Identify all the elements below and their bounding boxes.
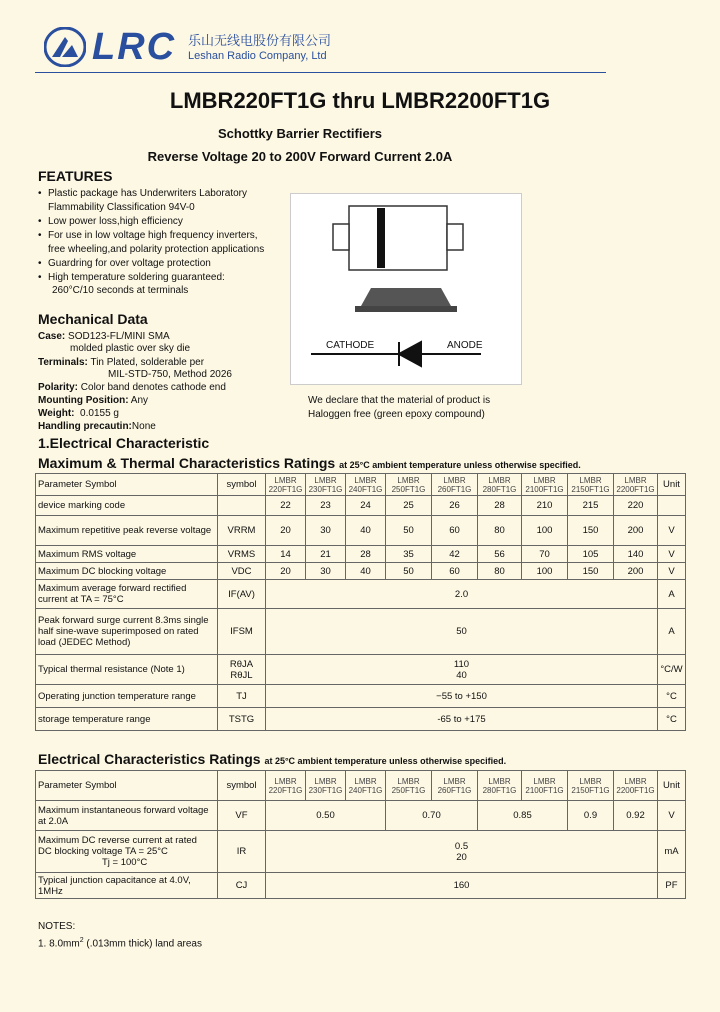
- part-prefix: LMBR: [488, 475, 511, 485]
- value-cell: 160: [266, 873, 658, 899]
- value-cell: 150: [568, 563, 614, 580]
- part-header: [432, 474, 478, 496]
- feature-item: Low power loss,high efficiency: [48, 216, 183, 227]
- page-title: LMBR220FT1G thru LMBR2200FT1G: [169, 88, 551, 113]
- value-cell: 0.9: [568, 801, 614, 831]
- max-ratings-table: [35, 473, 686, 731]
- subtitle: Schottky Barrier Rectifiers: [217, 126, 382, 141]
- part-prefix: LMBR: [314, 776, 337, 786]
- part-prefix: LMBR: [533, 475, 556, 485]
- value-cell: 150: [568, 516, 614, 546]
- table-row: [36, 708, 686, 731]
- value-cell: 26: [432, 496, 478, 516]
- part-prefix: LMBR: [397, 776, 420, 786]
- table-row: [36, 873, 686, 899]
- value-line: 40: [456, 669, 467, 681]
- part-suffix: 2100FT1G: [525, 785, 564, 795]
- symbol-cell: VDC: [218, 563, 266, 580]
- symbol-cell: [218, 496, 266, 516]
- symbol-cell: CJ: [218, 873, 266, 899]
- value-cell: 140: [614, 546, 658, 563]
- package-svg: [291, 194, 521, 384]
- part-prefix: LMBR: [443, 776, 466, 786]
- value-cell: 40: [346, 563, 386, 580]
- electrical-ratings-heading: [38, 751, 506, 767]
- value-cell: 0.50: [266, 801, 386, 831]
- value-cell: 21: [306, 546, 346, 563]
- symbol-cell: TJ: [218, 685, 266, 708]
- table-row: [36, 516, 686, 546]
- mech-handling: [38, 420, 156, 434]
- value-cell: 80: [478, 516, 522, 546]
- symbol-line: RθJA: [229, 658, 254, 670]
- part-suffix: 2200FT1G: [616, 785, 655, 795]
- value-cell: 210: [522, 496, 568, 516]
- part-header: [346, 474, 386, 496]
- part-prefix: LMBR: [397, 475, 420, 485]
- value-cell: 215: [568, 496, 614, 516]
- value-cell: 20: [266, 516, 306, 546]
- value-cell: 50: [386, 563, 432, 580]
- unit-cell: V: [658, 546, 686, 563]
- heading-note: at 25°C ambient temperature unless otherwise specified.: [339, 460, 581, 470]
- part-header: [266, 474, 306, 496]
- part-header: [266, 771, 306, 801]
- value: Tin Plated, solderable per: [90, 357, 205, 368]
- part-suffix: 280FT1G: [482, 785, 517, 795]
- max-ratings-heading: [38, 455, 581, 471]
- notes-heading: NOTES:: [38, 921, 76, 932]
- label: Mounting Position:: [38, 395, 129, 406]
- bullet: •: [38, 258, 42, 269]
- value-cell: 200: [614, 516, 658, 546]
- table-header-row: [36, 771, 686, 801]
- param-cell: Maximum instantaneous forward voltage at 2.0A: [36, 801, 218, 831]
- label: Handling precautin:: [38, 421, 132, 432]
- value-cell: 0.85: [478, 801, 568, 831]
- note-text: (.013mm thick) land areas: [83, 938, 202, 950]
- anode-label: ANODE: [447, 340, 483, 351]
- param-cell: Typical thermal resistance (Note 1): [36, 655, 218, 685]
- table-row: [36, 831, 686, 873]
- value-cell: 2.0: [266, 580, 658, 609]
- unit-cell: °C: [658, 685, 686, 708]
- bullet: •: [38, 230, 42, 241]
- value-cell: 30: [306, 563, 346, 580]
- table-row: [36, 563, 686, 580]
- table-row: [36, 496, 686, 516]
- value-cell: 42: [432, 546, 478, 563]
- part-header: [346, 771, 386, 801]
- part-suffix: 220FT1G: [268, 785, 303, 795]
- part-suffix: 240FT1G: [348, 785, 383, 795]
- table-row: [36, 685, 686, 708]
- feature-item: For use in low voltage high frequency inverters,: [48, 230, 258, 241]
- logo-text: LRC: [92, 26, 177, 68]
- note-text: 1. 8.0mm: [38, 938, 80, 950]
- param-line: Tj = 100°C: [102, 857, 148, 868]
- part-suffix: 240FT1G: [348, 484, 383, 494]
- unit-cell: mA: [658, 831, 686, 873]
- section-electrical: 1.Electrical Characteristic: [38, 435, 210, 451]
- label: Case:: [38, 331, 66, 342]
- value: Any: [130, 395, 149, 406]
- declaration-line-2: Haloggen free (green epoxy compound): [308, 409, 485, 420]
- part-header: [306, 771, 346, 801]
- value-cell: 100: [522, 563, 568, 580]
- value-cell: 30: [306, 516, 346, 546]
- feature-item: High temperature soldering guaranteed:: [48, 272, 225, 283]
- part-suffix: 2150FT1G: [571, 484, 610, 494]
- table-row: [36, 609, 686, 655]
- value-cell: 70: [522, 546, 568, 563]
- value-cell: 0.70: [386, 801, 478, 831]
- part-header: [568, 474, 614, 496]
- value-cell: 25: [386, 496, 432, 516]
- part-suffix: 260FT1G: [437, 785, 472, 795]
- col-unit: Unit: [658, 771, 686, 801]
- value: Color band denotes cathode end: [80, 382, 226, 393]
- part-suffix: 230FT1G: [308, 785, 343, 795]
- symbol-cell: IFSM: [218, 609, 266, 655]
- value-cell: 60: [432, 563, 478, 580]
- part-header: [614, 771, 658, 801]
- heading-note: at 25°C ambient temperature unless otherwise specified.: [264, 756, 507, 766]
- part-header: [386, 474, 432, 496]
- part-header: [522, 771, 568, 801]
- unit-cell: A: [658, 609, 686, 655]
- value-cell: 220: [614, 496, 658, 516]
- part-prefix: LMBR: [624, 776, 647, 786]
- part-prefix: LMBR: [488, 776, 511, 786]
- company-name-en: Leshan Radio Company, Ltd: [188, 50, 327, 62]
- note-1: [38, 937, 202, 949]
- value-cell: 200: [614, 563, 658, 580]
- declaration-line-1: We declare that the material of product is: [308, 395, 491, 406]
- bullet: •: [38, 188, 42, 199]
- unit-cell: °C: [658, 708, 686, 731]
- part-prefix: LMBR: [624, 475, 647, 485]
- feature-item: free wheeling,and polarity protection applications: [48, 244, 265, 255]
- value-cell: 40: [346, 516, 386, 546]
- value-cell: 23: [306, 496, 346, 516]
- cathode-label: CATHODE: [326, 340, 375, 351]
- value-cell: [266, 655, 658, 685]
- part-header: [568, 771, 614, 801]
- value-cell: 24: [346, 496, 386, 516]
- label: Terminals:: [38, 357, 88, 368]
- lrc-logo-icon: [44, 27, 86, 67]
- bullet: •: [38, 272, 42, 283]
- value: SOD123-FL/MINI SMA: [68, 331, 170, 342]
- bullet: •: [38, 216, 42, 227]
- unit-cell: [658, 496, 686, 516]
- part-header: [386, 771, 432, 801]
- symbol-cell: [218, 655, 266, 685]
- part-header: [522, 474, 568, 496]
- value-cell: 50: [386, 516, 432, 546]
- table-header-row: [36, 474, 686, 496]
- param-cell: Typical junction capacitance at 4.0V, 1MHz: [36, 873, 218, 899]
- value-cell: 28: [346, 546, 386, 563]
- value-cell: 22: [266, 496, 306, 516]
- param-cell: Maximum DC blocking voltage: [36, 563, 218, 580]
- part-suffix: 230FT1G: [308, 484, 343, 494]
- company-name-cn: 乐山无线电股份有限公司: [188, 33, 332, 48]
- param-cell: Maximum RMS voltage: [36, 546, 218, 563]
- value-cell: 80: [478, 563, 522, 580]
- param-cell: Maximum repetitive peak reverse voltage: [36, 516, 218, 546]
- col-param: Parameter Symbol: [36, 474, 218, 496]
- unit-cell: V: [658, 516, 686, 546]
- part-prefix: LMBR: [533, 776, 556, 786]
- param-cell: Peak forward surge current 8.3ms single half sine-wave superimposed on rated load (JEDEC Method): [36, 609, 218, 655]
- part-header: [478, 771, 522, 801]
- part-header: [614, 474, 658, 496]
- feature-item: Flammability Classification 94V-0: [48, 202, 195, 213]
- table-row: [36, 546, 686, 563]
- part-prefix: LMBR: [579, 776, 602, 786]
- value-line: 20: [456, 851, 467, 863]
- part-prefix: LMBR: [274, 776, 297, 786]
- unit-cell: °C/W: [658, 655, 686, 685]
- part-suffix: 250FT1G: [391, 785, 426, 795]
- value-cell: 100: [522, 516, 568, 546]
- value-cell: 50: [266, 609, 658, 655]
- param-cell: storage temperature range: [36, 708, 218, 731]
- value-cell: 0.92: [614, 801, 658, 831]
- feature-item: 260°C/10 seconds at terminals: [52, 285, 189, 296]
- note-sup: 2: [79, 937, 84, 944]
- feature-item: Guardring for over voltage protection: [48, 258, 211, 269]
- part-prefix: LMBR: [314, 475, 337, 485]
- label: Weight:: [38, 408, 75, 419]
- part-suffix: 280FT1G: [482, 484, 517, 494]
- package-drawing: [290, 193, 522, 385]
- part-prefix: LMBR: [443, 475, 466, 485]
- value-cell: -65 to +175: [266, 708, 658, 731]
- part-prefix: LMBR: [274, 475, 297, 485]
- value-line: 110: [453, 658, 470, 670]
- unit-cell: PF: [658, 873, 686, 899]
- param-cell: device marking code: [36, 496, 218, 516]
- table-row: [36, 655, 686, 685]
- part-suffix: 250FT1G: [391, 484, 426, 494]
- param-cell: Operating junction temperature range: [36, 685, 218, 708]
- value-cell: 105: [568, 546, 614, 563]
- part-suffix: 2200FT1G: [616, 484, 655, 494]
- features-heading: FEATURES: [38, 168, 113, 184]
- part-header: [432, 771, 478, 801]
- part-prefix: LMBR: [354, 475, 377, 485]
- value-cell: 28: [478, 496, 522, 516]
- unit-cell: V: [658, 563, 686, 580]
- param-line: Maximum DC reverse current at rated: [38, 835, 197, 846]
- heading-text: Electrical Characteristics Ratings: [38, 751, 261, 767]
- subtitle-ratings: Reverse Voltage 20 to 200V Forward Current 2.0A: [147, 149, 453, 164]
- mech-mounting: [38, 394, 148, 408]
- mech-weight: [38, 407, 119, 421]
- value: None: [131, 421, 156, 432]
- value-cell: 20: [266, 563, 306, 580]
- symbol-cell: TSTG: [218, 708, 266, 731]
- value-line: 0.5: [454, 840, 469, 852]
- electrical-ratings-table: [35, 770, 686, 899]
- col-unit: Unit: [658, 474, 686, 496]
- part-suffix: 2150FT1G: [571, 785, 610, 795]
- symbol-cell: VF: [218, 801, 266, 831]
- mech-polarity: [38, 381, 226, 395]
- unit-cell: V: [658, 801, 686, 831]
- feature-item: Plastic package has Underwriters Laboratory: [48, 188, 247, 199]
- symbol-cell: IR: [218, 831, 266, 873]
- value: 0.0155 g: [80, 408, 119, 419]
- col-symbol: symbol: [218, 771, 266, 801]
- value-cell: [266, 831, 658, 873]
- part-header: [306, 474, 346, 496]
- symbol-cell: VRRM: [218, 516, 266, 546]
- label: Polarity:: [38, 382, 79, 393]
- part-suffix: 2100FT1G: [525, 484, 564, 494]
- param-cell: Maximum average forward rectified current at TA = 75°C: [36, 580, 218, 609]
- unit-cell: A: [658, 580, 686, 609]
- value-cell: 35: [386, 546, 432, 563]
- part-prefix: LMBR: [579, 475, 602, 485]
- symbol-cell: IF(AV): [218, 580, 266, 609]
- header-divider: [35, 72, 606, 73]
- table-row: [36, 801, 686, 831]
- table-row: [36, 580, 686, 609]
- col-param: Parameter Symbol: [36, 771, 218, 801]
- value-cell: −55 to +150: [266, 685, 658, 708]
- mech-case-2: molded plastic over sky die: [70, 343, 191, 354]
- value-cell: 60: [432, 516, 478, 546]
- param-cell: [36, 831, 218, 873]
- part-suffix: 220FT1G: [268, 484, 303, 494]
- part-suffix: 260FT1G: [437, 484, 472, 494]
- mech-terminals-2: MIL-STD-750, Method 2026: [108, 369, 232, 380]
- heading-text: Maximum & Thermal Characteristics Ratings: [38, 455, 336, 471]
- mechanical-heading: Mechanical Data: [38, 311, 148, 327]
- symbol-line: RθJL: [230, 669, 253, 681]
- value-cell: 14: [266, 546, 306, 563]
- part-header: [478, 474, 522, 496]
- col-symbol: symbol: [218, 474, 266, 496]
- part-prefix: LMBR: [354, 776, 377, 786]
- param-line: DC blocking voltage TA = 25°C: [38, 846, 168, 857]
- value-cell: 56: [478, 546, 522, 563]
- symbol-cell: VRMS: [218, 546, 266, 563]
